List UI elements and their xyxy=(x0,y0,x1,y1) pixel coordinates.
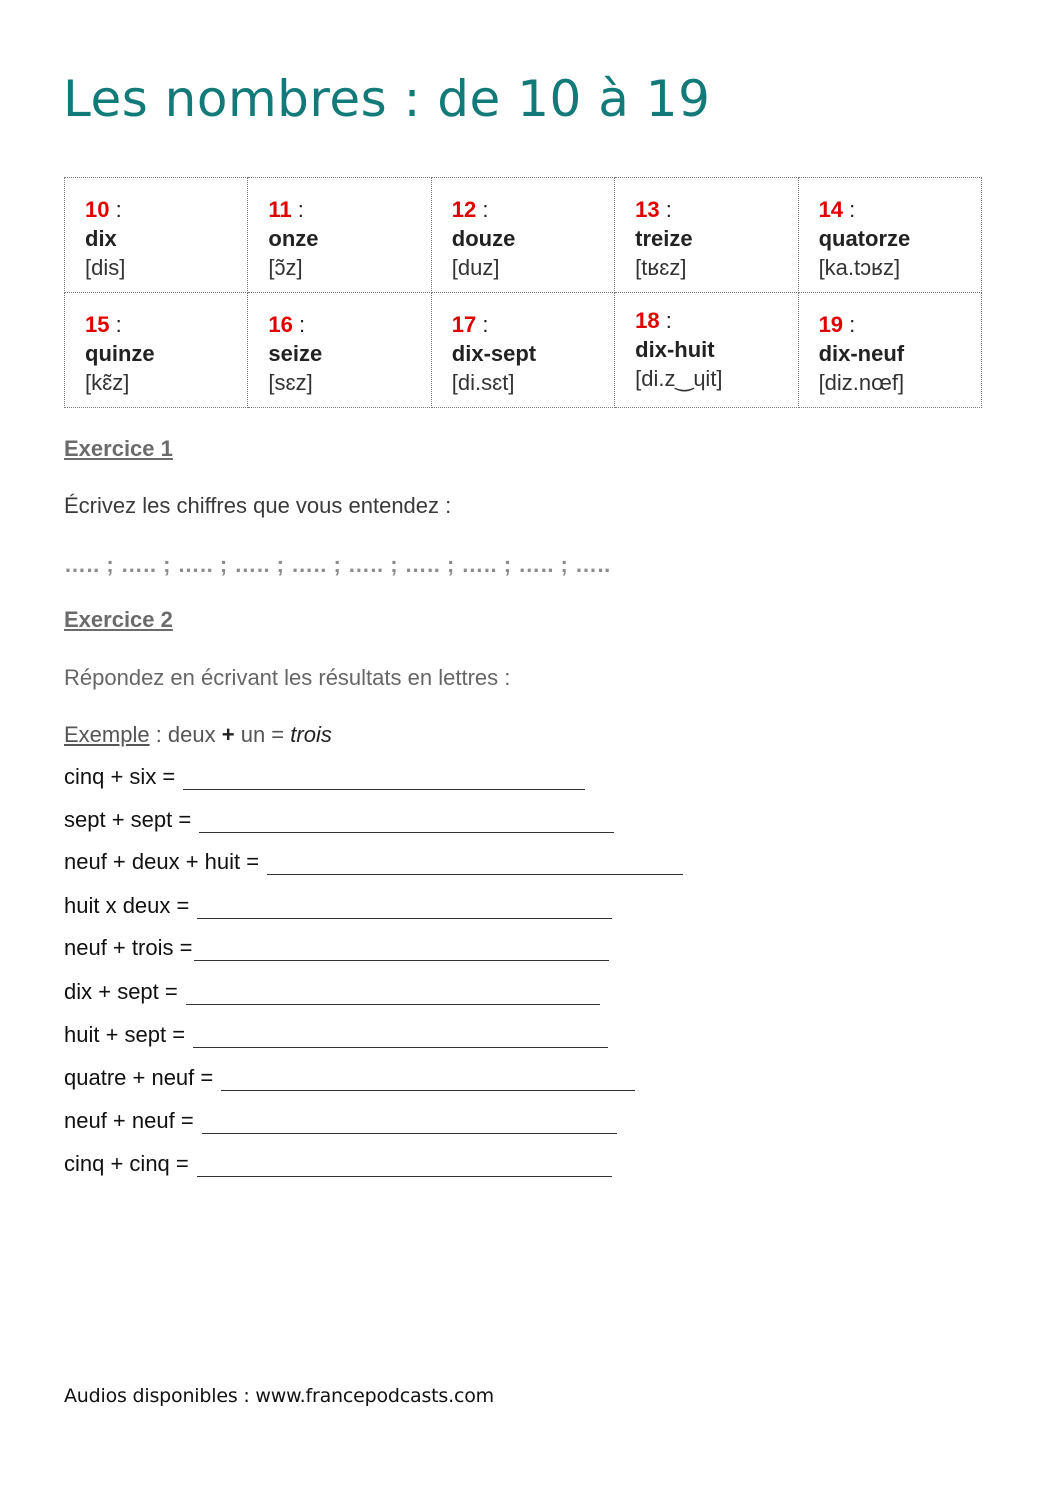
number-colon: : xyxy=(482,197,489,222)
equation-line xyxy=(64,935,609,961)
number-word: quatorze xyxy=(818,226,911,251)
table-row xyxy=(65,178,982,293)
number-cell xyxy=(431,178,614,293)
number-phonetic: [ɔ̃z] xyxy=(268,255,303,280)
number-phonetic: [ka.tɔʁz] xyxy=(818,255,901,280)
number-cell xyxy=(615,293,798,408)
answer-blank[interactable] xyxy=(197,1156,612,1177)
number-digit: 16 xyxy=(268,312,293,337)
exercise-2-instruction: Répondez en écrivant les résultats en lettres : xyxy=(64,665,511,690)
exercise-1-heading: Exercice 1 xyxy=(64,436,173,461)
equation-text: huit x deux = xyxy=(64,893,190,918)
number-phonetic: [di.sɛt] xyxy=(451,370,515,395)
number-word: dix-neuf xyxy=(818,341,905,366)
equation-line xyxy=(64,1022,608,1048)
numbers-table xyxy=(64,177,982,408)
number-colon: : xyxy=(297,197,304,222)
number-word: seize xyxy=(268,341,323,366)
answer-blank[interactable] xyxy=(193,1027,608,1048)
number-digit: 11 xyxy=(268,197,292,222)
answer-blank[interactable] xyxy=(202,1113,617,1134)
answer-blank[interactable] xyxy=(221,1070,635,1091)
equation-text: quatre + neuf = xyxy=(64,1065,214,1090)
example-text-b: un = xyxy=(234,722,291,747)
table-row xyxy=(65,293,982,408)
number-word: onze xyxy=(268,226,319,251)
equation-text: neuf + trois = xyxy=(64,935,193,960)
number-colon: : xyxy=(115,197,122,222)
equation-line xyxy=(64,764,585,790)
equation-line xyxy=(64,893,612,919)
equation-text: neuf + neuf = xyxy=(64,1108,194,1133)
number-cell xyxy=(248,293,431,408)
equation-text: dix + sept = xyxy=(64,979,178,1004)
number-digit: 13 xyxy=(635,197,660,222)
number-word: douze xyxy=(451,226,516,251)
equation-text: sept + sept = xyxy=(64,807,192,832)
number-phonetic: [sɛz] xyxy=(268,370,313,395)
equation-line xyxy=(64,979,600,1005)
number-phonetic: [duz] xyxy=(451,255,500,280)
number-cell xyxy=(65,293,248,408)
answer-blank[interactable] xyxy=(194,940,609,961)
number-cell xyxy=(798,178,981,293)
number-phonetic: [di.z‿ɥit] xyxy=(635,366,723,391)
footer-audio-link: Audios disponibles : www.francepodcasts.com xyxy=(64,1385,494,1407)
exercise-1-answer-dots: ….. ; ….. ; ….. ; ….. ; ….. ; ….. ; ….. ; ….. ; ….. ; ….. xyxy=(64,552,611,577)
equation-text: neuf + deux + huit = xyxy=(64,849,260,874)
number-cell xyxy=(615,178,798,293)
number-cell xyxy=(798,293,981,408)
answer-blank[interactable] xyxy=(186,984,600,1005)
number-cell xyxy=(65,178,248,293)
equation-line xyxy=(64,849,683,875)
equation-text: cinq + cinq = xyxy=(64,1151,189,1176)
number-colon: : xyxy=(665,308,672,333)
exercise-1-instruction: Écrivez les chiffres que vous entendez : xyxy=(64,493,452,518)
number-cell xyxy=(431,293,614,408)
number-word: dix-sept xyxy=(451,341,537,366)
number-colon: : xyxy=(299,312,306,337)
example-answer: trois xyxy=(290,722,332,747)
number-word: dix-huit xyxy=(635,337,715,362)
number-colon: : xyxy=(849,312,856,337)
answer-blank[interactable] xyxy=(199,812,614,833)
number-digit: 10 xyxy=(85,197,110,222)
number-digit: 14 xyxy=(818,197,844,222)
example-label: Exemple xyxy=(64,722,150,747)
equation-text: cinq + six = xyxy=(64,764,176,789)
exercise-2-heading: Exercice 2 xyxy=(64,607,173,632)
number-word: quinze xyxy=(85,341,155,366)
number-digit: 17 xyxy=(451,312,477,337)
number-digit: 18 xyxy=(635,308,660,333)
example-line xyxy=(64,722,332,748)
answer-blank[interactable] xyxy=(267,854,683,875)
number-word: treize xyxy=(635,226,693,251)
number-digit: 12 xyxy=(451,197,477,222)
answer-blank[interactable] xyxy=(183,769,585,790)
example-plus: + xyxy=(221,722,235,747)
number-colon: : xyxy=(665,197,672,222)
equation-line xyxy=(64,807,614,833)
example-text-a: : deux xyxy=(149,722,222,747)
equation-line xyxy=(64,1065,635,1091)
equation-line xyxy=(64,1151,612,1177)
number-colon: : xyxy=(115,312,122,337)
equation-line xyxy=(64,1108,617,1134)
answer-blank[interactable] xyxy=(197,898,612,919)
number-phonetic: [tʁɛz] xyxy=(635,255,687,280)
number-digit: 15 xyxy=(85,312,110,337)
number-phonetic: [kɛ̃z] xyxy=(85,370,130,395)
number-colon: : xyxy=(849,197,856,222)
equation-text: huit + sept = xyxy=(64,1022,186,1047)
number-colon: : xyxy=(482,312,489,337)
number-phonetic: [dis] xyxy=(85,255,126,280)
number-phonetic: [diz.nœf] xyxy=(818,370,905,395)
number-cell xyxy=(248,178,431,293)
number-word: dix xyxy=(85,226,117,251)
number-digit: 19 xyxy=(818,312,844,337)
page-title: Les nombres : de 10 à 19 xyxy=(63,70,711,128)
